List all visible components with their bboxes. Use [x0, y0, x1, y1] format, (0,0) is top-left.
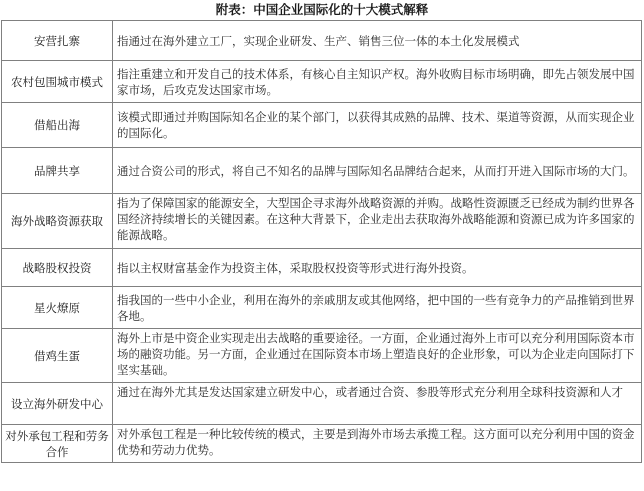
- model-name-cell: 借鸡生蛋: [2, 329, 113, 383]
- model-description-cell: 指通过在海外建立工厂，实现企业研发、生产、销售三位一体的本土化发展模式: [113, 21, 642, 61]
- model-description-cell: 该模式即通过并购国际知名企业的某个部门，以获得其成熟的品牌、技术、渠道等资源，从而实现企业的国际化。: [113, 103, 642, 148]
- model-description-cell: 指以主权财富基金作为投资主体，采取股权投资等形式进行海外投资。: [113, 249, 642, 287]
- model-description-cell: 通过在海外尤其是发达国家建立研发中心，或者通过合资、参股等形式充分利用全球科技资源和人才: [113, 383, 642, 425]
- table-row: [2, 61, 642, 103]
- table-row: [2, 287, 642, 329]
- model-name-cell: 品牌共享: [2, 148, 113, 194]
- table-row: [2, 148, 642, 194]
- model-description-cell: 指注重建立和开发自己的技术体系，有核心自主知识产权。海外收购目标市场明确，即先占领发展中国家市场，后攻克发达国家市场。: [113, 61, 642, 103]
- model-name-cell: 对外承包工程和劳务合作: [2, 425, 113, 463]
- table-row: [2, 329, 642, 383]
- page-title: 附表：中国企业国际化的十大模式解释: [215, 2, 429, 17]
- model-name-cell: 安营扎寨: [2, 21, 113, 61]
- model-name-cell: 农村包围城市模式: [2, 61, 113, 103]
- table-row: [2, 425, 642, 463]
- model-name-cell: 海外战略资源获取: [2, 194, 113, 249]
- model-description-cell: 海外上市是中资企业实现走出去战略的重要途径。一方面，企业通过海外上市可以充分利用国际资本市场的融资功能。另一方面，企业通过在国际资本市场上塑造良好的企业形象，可以为企业走向国际打下坚实基础。: [113, 329, 642, 383]
- table-row: [2, 21, 642, 61]
- model-name-cell: 借船出海: [2, 103, 113, 148]
- model-description-cell: 通过合资公司的形式，将自己不知名的品牌与国际知名品牌结合起来，从而打开进入国际市场的大门。: [113, 148, 642, 194]
- table-row: [2, 383, 642, 425]
- model-name-cell: 星火燎原: [2, 287, 113, 329]
- model-description-cell: 指我国的一些中小企业，利用在海外的亲戚朋友或其他网络，把中国的一些有竞争力的产品推销到世界各地。: [113, 287, 642, 329]
- table-row: [2, 103, 642, 148]
- table-row: [2, 249, 642, 287]
- table-row: [2, 194, 642, 249]
- model-description-cell: 指为了保障国家的能源安全，大型国企寻求海外战略资源的并购。战略性资源匮乏已经成为制约世界各国经济持续增长的关键因素。在这种大背景下，企业走出去获取海外战略能源和资源已成为许多国家的能源战略。: [113, 194, 642, 249]
- model-description-cell: 对外承包工程是一种比较传统的模式，主要是到海外市场去承揽工程。这方面可以充分利用中国的资金优势和劳动力优势。: [113, 425, 642, 463]
- models-table: [1, 20, 642, 463]
- model-name-cell: 设立海外研发中心: [2, 383, 113, 425]
- model-name-cell: 战略股权投资: [2, 249, 113, 287]
